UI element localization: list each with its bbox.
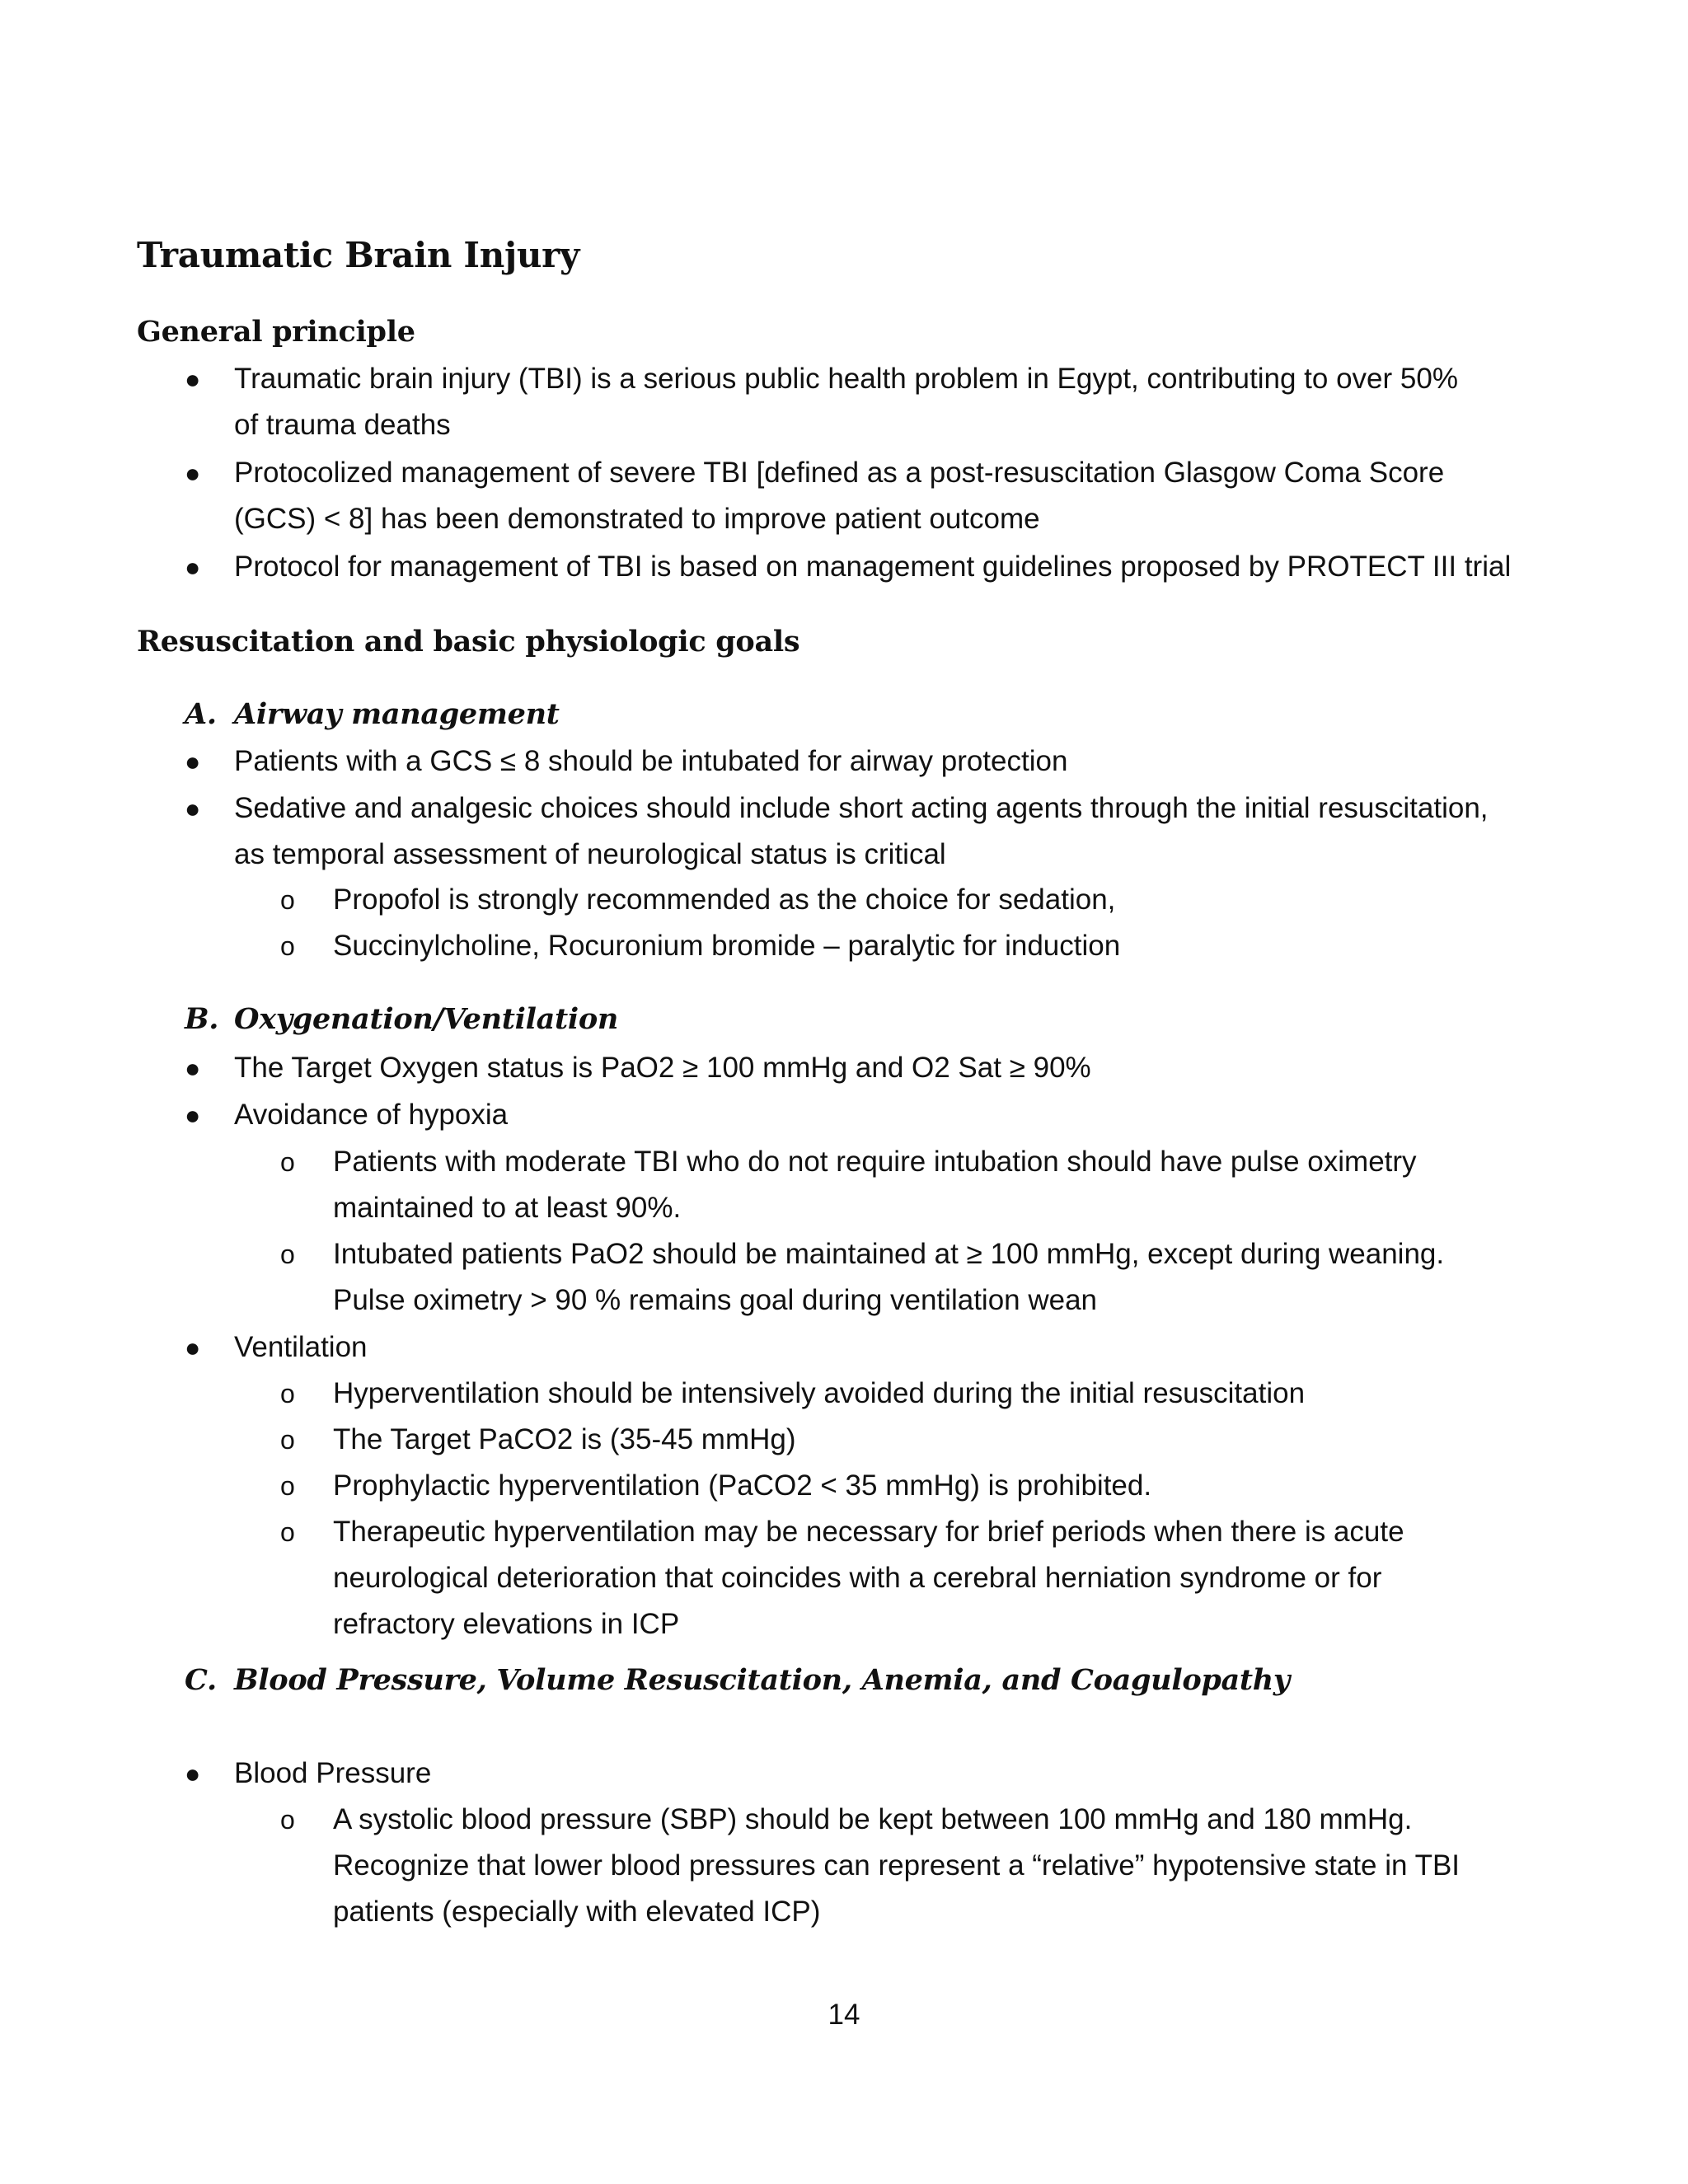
circle-bullet-icon: o [280, 1240, 295, 1269]
subsection-letter: C. [185, 1663, 217, 1697]
sub-list-item-text: A systolic blood pressure (SBP) should be kept between 100 mmHg and 180 mmHg. Recognize that lower blood pressures can represent a “relative” hypotensive state in TBI patients (especially with elevated ICP) [333, 1803, 1461, 1928]
sub-list-item [280, 1139, 1553, 1231]
subsection-heading-blood-pressure [185, 1660, 1290, 1701]
bullet-icon: ● [185, 794, 201, 823]
bullet-icon: ● [185, 458, 201, 488]
list-item [185, 1750, 1553, 1797]
sub-list-item-text: Prophylactic hyperventilation (PaCO2 < 35 mmHg) is prohibited. [333, 1469, 1152, 1502]
list-item-text: Sedative and analgesic choices should include short acting agents through the initial resuscitation, as temporal assessment of neurological status is critical [234, 792, 1489, 870]
circle-bullet-icon: o [280, 1471, 295, 1501]
list-item [185, 544, 1553, 590]
list-item-text: Ventilation [234, 1331, 368, 1363]
list-item [185, 785, 1553, 878]
bullet-icon: ● [185, 1759, 201, 1788]
circle-bullet-icon: o [280, 1517, 295, 1547]
sub-list-item [280, 877, 1553, 923]
list-item [185, 1324, 1553, 1371]
list-item-text: Traumatic brain injury (TBI) is a serious public health problem in Egypt, contributing to over 50% of trauma deaths [234, 363, 1458, 441]
circle-bullet-icon: o [280, 885, 295, 915]
bullet-icon: ● [185, 1053, 201, 1083]
subsection-heading-oxygenation [185, 999, 618, 1040]
list-item-text: The Target Oxygen status is PaO2 ≥ 100 mmHg and O2 Sat ≥ 90% [234, 1052, 1091, 1084]
bullet-icon: ● [185, 1100, 201, 1130]
list-item-text: Patients with a GCS ≤ 8 should be intubated for airway protection [234, 745, 1068, 777]
sub-list-item-text: The Target PaCO2 is (35-45 mmHg) [333, 1423, 796, 1455]
list-item-text: Avoidance of hypoxia [234, 1099, 509, 1131]
page-title: Traumatic Brain Injury [137, 235, 580, 275]
section-heading-general-principle: General principle [137, 315, 415, 349]
circle-bullet-icon: o [280, 931, 295, 961]
subsection-title: Blood Pressure, Volume Resuscitation, Anemia, and Coagulopathy [234, 1663, 1290, 1697]
sub-list-item-text: Patients with moderate TBI who do not require intubation should have pulse oximetry maintained to at least 90%. [333, 1146, 1417, 1224]
sub-list-item [280, 1231, 1553, 1324]
bullet-icon: ● [185, 1333, 201, 1362]
sub-list-item-text: Hyperventilation should be intensively avoided during the initial resuscitation [333, 1377, 1306, 1409]
circle-bullet-icon: o [280, 1425, 295, 1455]
sub-list-item-text: Succinylcholine, Rocuronium bromide – paralytic for induction [333, 930, 1121, 962]
subsection-letter: A. [185, 697, 217, 731]
circle-bullet-icon: o [280, 1805, 295, 1835]
list-item [185, 738, 1553, 785]
sub-list-item-text: Therapeutic hyperventilation may be necessary for brief periods when there is acute neurological deterioration that coincides with a cerebral herniation syndrome or for refractory elevations in ICP [333, 1516, 1404, 1640]
page-number: 14 [828, 1999, 860, 2031]
sub-list-item [280, 1371, 1553, 1417]
sub-list-item-text: Propofol is strongly recommended as the choice for sedation, [333, 883, 1116, 916]
bullet-icon: ● [185, 364, 201, 394]
list-item [185, 1092, 1553, 1138]
list-item [185, 1045, 1553, 1091]
bullet-icon: ● [185, 747, 201, 776]
subsection-title: Airway management [234, 697, 560, 731]
bullet-icon: ● [185, 552, 201, 582]
circle-bullet-icon: o [280, 1379, 295, 1408]
sub-list-item [280, 1463, 1553, 1509]
list-item-text: Blood Pressure [234, 1757, 432, 1789]
sub-list-item [280, 1509, 1553, 1647]
section-heading-resuscitation: Resuscitation and basic physiologic goals [137, 625, 800, 658]
list-item [185, 450, 1553, 542]
circle-bullet-icon: o [280, 1147, 295, 1177]
list-item-text: Protocolized management of severe TBI [defined as a post-resuscitation Glasgow Coma Score (GCS) < 8] has been demonstrated to improve patient outcome [234, 457, 1445, 535]
sub-list-item [280, 1417, 1553, 1463]
list-item [185, 356, 1553, 448]
list-item-text: Protocol for management of TBI is based on management guidelines proposed by PROTECT III trial [234, 551, 1512, 583]
subsection-title: Oxygenation/Ventilation [234, 1002, 619, 1036]
sub-list-item [280, 1797, 1553, 1935]
sub-list-item-text: Intubated patients PaO2 should be maintained at ≥ 100 mmHg, except during weaning. Pulse oximetry > 90 % remains goal during ventilation wean [333, 1238, 1445, 1316]
sub-list-item [280, 923, 1553, 969]
subsection-heading-airway [185, 694, 560, 735]
subsection-letter: B. [185, 1002, 219, 1036]
